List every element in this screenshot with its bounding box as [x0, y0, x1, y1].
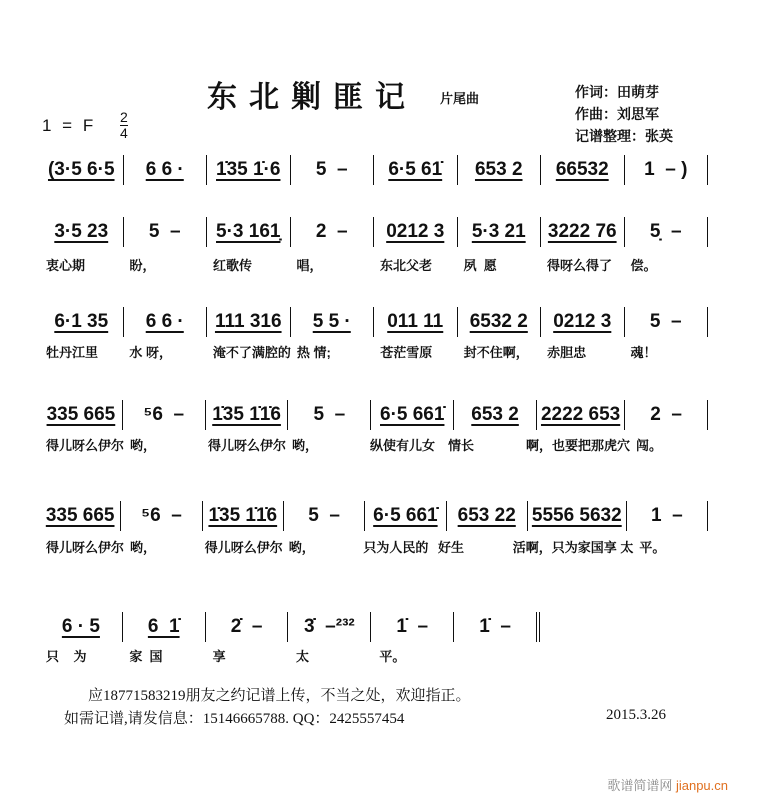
measure	[207, 307, 291, 337]
time-denominator: 4	[120, 125, 128, 141]
lyric: 好生	[438, 540, 465, 555]
measure-notes: 3̇ –²³²	[304, 616, 355, 637]
measure	[206, 400, 289, 430]
measure	[458, 217, 542, 247]
measure	[458, 307, 542, 337]
measure-notes: 6 6 ·	[145, 159, 184, 180]
measure	[40, 307, 124, 337]
measure-notes: 6 · 5	[61, 616, 100, 637]
measure-notes: 6 1̇	[147, 616, 180, 637]
measure-notes: 5̣ –	[649, 221, 682, 242]
measure	[374, 307, 458, 337]
measure	[625, 307, 709, 337]
measure-notes: 6·5 661̇	[380, 404, 445, 425]
measure-notes: 1̇ –	[396, 616, 429, 637]
measure	[40, 612, 123, 642]
measure-notes: 1̇35 1̇·6	[216, 159, 281, 180]
lyric: 哟，	[292, 438, 319, 453]
lyric: 哟，	[288, 540, 315, 555]
measure	[627, 501, 708, 531]
lyric	[457, 646, 540, 665]
measure-notes: 6·1 35	[54, 311, 109, 332]
measure-notes: 2 –	[650, 404, 682, 425]
measure-notes: 6532 2	[469, 311, 528, 332]
composer-credit: 作曲：刘思军	[575, 106, 659, 122]
measure-notes: (3·5 6·5	[47, 159, 115, 180]
measure-notes: 5·3 21	[471, 221, 526, 242]
measure-notes: 335 665	[46, 404, 116, 425]
arranger-credit: 记谱整理：张英	[575, 128, 673, 144]
measure	[528, 501, 627, 531]
lyric: 盼，	[129, 258, 156, 273]
measure	[40, 400, 123, 430]
measure	[454, 400, 537, 430]
measure	[374, 217, 458, 247]
staff-line	[40, 501, 708, 531]
measure-notes: 653 2	[474, 159, 523, 180]
lyrics-line	[40, 537, 708, 556]
measure-notes: 2̇ –	[230, 616, 263, 637]
lyric: 只 为	[46, 649, 87, 664]
measure-notes: 5 –	[148, 221, 181, 242]
lyric: 衷心期	[46, 258, 86, 273]
measure-notes: 2222 653	[540, 404, 621, 425]
footer-note: 应18771583219朋友之约记谱上传，不当之处，欢迎指正。	[88, 688, 471, 704]
measure	[40, 217, 124, 247]
measure	[207, 217, 291, 247]
footer-contact: 如需记谱,请发信息：15146665788. QQ：2425557454	[64, 711, 405, 727]
staff-line	[40, 307, 708, 337]
lyric: 夙 愿	[463, 258, 497, 273]
measure	[206, 612, 289, 642]
measure	[288, 400, 371, 430]
staff-line	[40, 217, 708, 247]
measure-notes: ⁵6 –	[143, 404, 185, 425]
measure-notes: 5 –	[649, 311, 682, 332]
lyric: 情长	[447, 438, 474, 453]
measure-notes: 66532	[555, 159, 609, 180]
staff-line	[40, 155, 708, 185]
lyric: 牡丹江里	[46, 345, 99, 360]
lyrics-line	[40, 646, 540, 665]
lyric: 赤胆忠	[547, 345, 587, 360]
lyric: 得儿呀么伊尔	[208, 438, 287, 453]
measure	[541, 217, 625, 247]
key-signature: 1 = F	[42, 116, 94, 135]
measure-notes: 6 6 ·	[145, 311, 184, 332]
lyric: 苍茫雪原	[380, 345, 433, 360]
measure-notes: 0212 3	[386, 221, 445, 242]
measure	[123, 400, 206, 430]
measure-notes: 1 –	[651, 505, 683, 526]
lyric: 活啊，只为家国享 太	[512, 540, 634, 555]
measure	[371, 612, 454, 642]
measure-notes: 1̇ –	[479, 616, 511, 637]
lyric: 平。	[379, 649, 406, 664]
measure	[537, 400, 625, 430]
measure	[374, 155, 458, 185]
lyric: 太	[295, 649, 309, 664]
measure	[291, 217, 375, 247]
measure-notes: 5556 5632	[531, 505, 622, 526]
measure	[541, 155, 625, 185]
lyric: 得儿呀么伊尔	[46, 540, 125, 555]
watermark-en: jianpu.cn	[675, 778, 728, 793]
lyric: 哟，	[130, 540, 157, 555]
song-subtitle: 片尾曲	[440, 91, 480, 106]
measure	[458, 155, 542, 185]
lyrics-line	[40, 435, 708, 454]
measure	[123, 612, 206, 642]
lyric: 得儿呀么伊尔	[46, 438, 125, 453]
measure-notes: 653 2	[471, 404, 519, 425]
measure-notes: 1 – )	[644, 159, 688, 180]
measure	[447, 501, 528, 531]
lyric: 啊，也要把那虎穴	[525, 438, 630, 453]
lyric: 淹不了满腔的	[212, 345, 291, 360]
watermark-cn: 歌谱简谱网	[607, 778, 673, 793]
measure	[203, 501, 284, 531]
measure	[124, 155, 208, 185]
measure	[365, 501, 446, 531]
lyric: 闯。	[635, 438, 662, 453]
measure	[40, 155, 124, 185]
lyric: 纵使有儿女	[370, 438, 436, 453]
lyricist-credit: 作词：田萌芽	[575, 84, 659, 100]
measure-notes: 3·5 23	[54, 221, 109, 242]
measure	[371, 400, 454, 430]
footer-date: 2015.3.26	[606, 707, 666, 723]
measure-notes: 011 11	[387, 311, 444, 332]
measure	[284, 501, 365, 531]
lyric: 家 国	[129, 649, 163, 664]
measure	[291, 155, 375, 185]
measure-notes: 5 –	[308, 505, 340, 526]
lyric: 平。	[639, 540, 666, 555]
measure-notes: 5 –	[313, 404, 346, 425]
lyric: 东北父老	[380, 258, 433, 273]
measure	[207, 155, 291, 185]
measure-notes: 5·3 161̣	[216, 221, 281, 242]
measure-notes: 335 665	[45, 505, 115, 526]
measure	[124, 307, 208, 337]
watermark	[607, 775, 728, 794]
measure-notes: 1̇35 1̇1̇6	[212, 404, 281, 425]
measure-notes: 6·5 661̇	[373, 505, 438, 526]
measure	[625, 155, 709, 185]
lyric: 热 情;	[296, 345, 331, 360]
time-signature	[120, 110, 128, 141]
lyrics-line	[40, 255, 708, 274]
lyric: 享	[212, 649, 226, 664]
measure	[291, 307, 375, 337]
lyric: 只为人民的	[363, 540, 429, 555]
measure	[40, 501, 121, 531]
measure-notes: 653 22	[457, 505, 516, 526]
measure-notes: 3222 76	[547, 221, 617, 242]
measure-notes: 6·5 61̇	[388, 159, 443, 180]
staff-line	[40, 400, 708, 430]
measure-notes: 111 316	[214, 311, 282, 332]
lyric: 红歌传	[213, 258, 253, 273]
lyric: 魂！	[630, 345, 657, 360]
lyric: 水 呀，	[129, 345, 173, 360]
lyric: 哟，	[130, 438, 157, 453]
lyric: 封不住啊，	[463, 345, 529, 360]
measure	[454, 612, 540, 642]
measure-notes: 0212 3	[553, 311, 612, 332]
lyrics-line	[40, 342, 708, 361]
song-title: 东北剿匪记	[207, 81, 417, 114]
measure	[625, 217, 709, 247]
lyric: 得儿呀么伊尔	[204, 540, 283, 555]
measure-notes: 1̇35 1̇1̇6	[208, 505, 278, 526]
measure-notes: 5 –	[315, 159, 348, 180]
lyric: 唱，	[296, 258, 323, 273]
measure-notes: 2 –	[315, 221, 348, 242]
staff-line	[40, 612, 540, 642]
measure-notes: ⁵6 –	[141, 505, 182, 526]
measure-notes: 5 5 ·	[312, 311, 351, 332]
measure	[121, 501, 202, 531]
measure	[124, 217, 208, 247]
measure	[288, 612, 371, 642]
lyric: 得呀么得了	[547, 258, 613, 273]
lyric: 偿。	[630, 258, 657, 273]
measure	[625, 400, 708, 430]
time-numerator: 2	[120, 109, 128, 125]
measure	[541, 307, 625, 337]
